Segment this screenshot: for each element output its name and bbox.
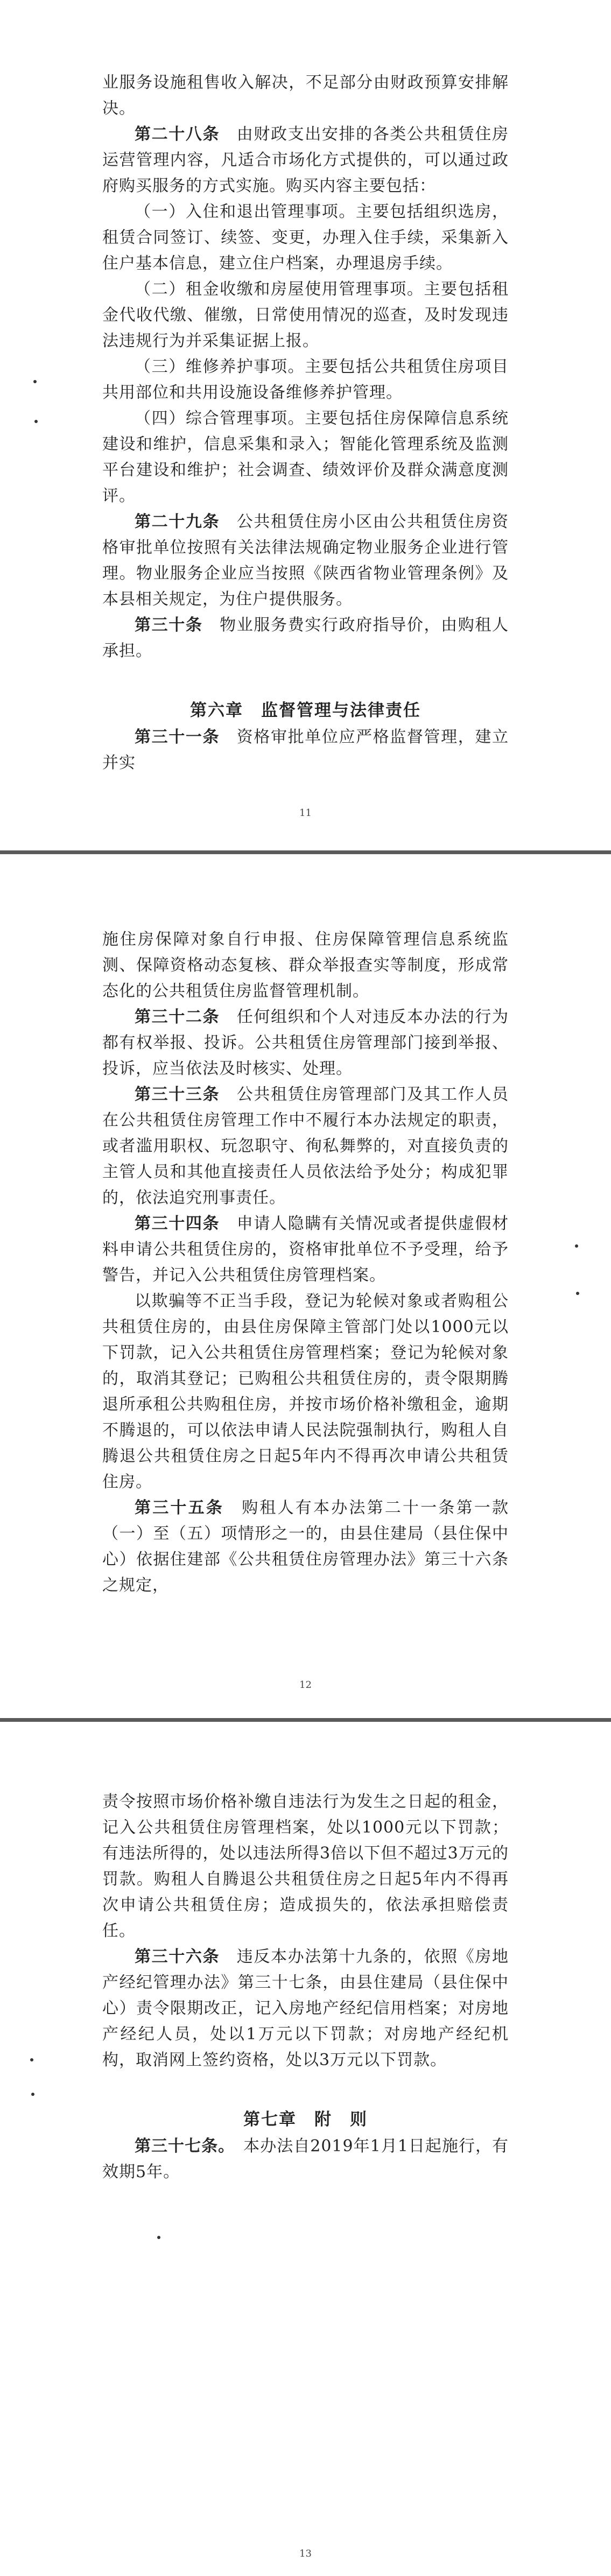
article-number: 第三十六条 bbox=[135, 1947, 220, 1966]
page-number: 12 bbox=[299, 1679, 312, 1691]
document-page-13 bbox=[0, 1735, 611, 2576]
document-page-11 bbox=[0, 0, 611, 850]
article-34: 第三十四条 申请人隐瞒有关情况或者提供虚假材料申请公共租赁住房的，资格审批单位不予受理，给予警告，并记入公共租赁住房管理档案。 bbox=[102, 1214, 509, 1285]
article-number: 第三十四条 bbox=[135, 1214, 220, 1233]
scan-speck bbox=[31, 2093, 34, 2096]
scan-speck bbox=[576, 1292, 579, 1295]
article-number: 第二十九条 bbox=[135, 512, 220, 531]
page-separator bbox=[0, 850, 611, 868]
article-number: 第三十二条 bbox=[135, 1008, 220, 1026]
scan-speck bbox=[157, 2236, 160, 2239]
article-number: 第三十条 bbox=[135, 616, 203, 635]
article-number: 第三十五条 bbox=[135, 1498, 224, 1517]
article-number: 第二十八条 bbox=[135, 125, 220, 144]
article-32: 第三十二条 任何组织和个人对违反本办法的行为都有权举报、投诉。公共租赁住房管理部门接到举报、投诉，应当依法及时核实、处理。 bbox=[102, 1008, 509, 1078]
page-body bbox=[102, 1789, 509, 2185]
article-31: 第三十一条 资格审批单位应严格监督管理，建立并实 bbox=[102, 728, 509, 772]
page-number: 11 bbox=[299, 807, 312, 819]
article-number: 第三十三条 bbox=[135, 1085, 220, 1104]
article-36: 第三十六条 违反本办法第十九条的，依照《房地产经纪管理办法》第三十七条，由县住建局（县住保中心）责令限期改正，记入房地产经纪信用档案；对房地产经纪人员，处以1万元以下罚款；对房地产经纪机构，取消网上签约资格，处以3万元以下罚款。 bbox=[102, 1947, 509, 2070]
article-number: 第三十七条。 bbox=[135, 2137, 227, 2156]
article-30: 第三十条 物业服务费实行政府指导价，由购租人承担。 bbox=[102, 616, 509, 660]
article-number: 第三十一条 bbox=[135, 728, 220, 747]
paragraph: 以欺骗等不正当手段，登记为轮候对象或者购租公共租赁住房的，由县住房保障主管部门处以1000元以下罚款，记入公共租赁住房管理档案；登记为轮候对象的，取消其登记；已购租公共租赁住房的，责令限期腾退所承租公共购租住房，并按市场价格补缴租金，逾期不腾退的，可以依法申请人民法院强制执行，购租人自腾退公共租赁住房之日起5年内不得再次申请公共租赁住房。 bbox=[102, 1292, 509, 1491]
page-body bbox=[102, 927, 509, 1599]
chapter-heading: 第七章 附 则 bbox=[243, 2110, 368, 2129]
paragraph: （二）租金收缴和房屋使用管理事项。主要包括租金代收代缴、催缴，日常使用情况的巡查，及时发现违法违规行为并采集证据上报。 bbox=[102, 280, 509, 350]
page-body bbox=[102, 70, 509, 776]
paragraph: 业服务设施租售收入解决，不足部分由财政预算安排解决。 bbox=[102, 73, 509, 118]
paragraph: （一）入住和退出管理事项。主要包括组织选房，租赁合同签订、续签、变更，办理入住手续，采集新入住户基本信息，建立住户档案，办理退房手续。 bbox=[102, 202, 509, 273]
paragraph: （三）维修养护事项。主要包括公共租赁住房项目共用部位和共用设施设备维修养护管理。 bbox=[102, 357, 509, 402]
scan-speck bbox=[575, 1244, 578, 1248]
page-number: 13 bbox=[299, 2548, 312, 2559]
document-page-12 bbox=[0, 868, 611, 1718]
article-37: 第三十七条。 本办法自2019年1月1日起施行，有效期5年。 bbox=[102, 2137, 509, 2181]
article-28: 第二十八条 由财政支出安排的各类公共租赁住房运营管理内容，凡适合市场化方式提供的，可以通过政府购买服务的方式实施。购买内容主要包括： bbox=[102, 125, 509, 195]
scan-speck bbox=[30, 2058, 33, 2061]
article-35: 第三十五条 购租人有本办法第二十一条第一款（一）至（五）项情形之一的，由县住建局（县住保中心）依据住建部《公共租赁住房管理办法》第三十六条之规定， bbox=[102, 1498, 509, 1595]
article-33: 第三十三条 公共租赁住房管理部门及其工作人员在公共租赁住房管理工作中不履行本办法规定的职责，或者滥用职权、玩忽职守、徇私舞弊的，对直接负责的主管人员和其他直接责任人员依法给予处分；构成犯罪的，依法追究刑事责任。 bbox=[102, 1085, 509, 1207]
chapter-heading: 第六章 监督管理与法律责任 bbox=[190, 701, 421, 720]
article-29: 第二十九条 公共租赁住房小区由公共租赁住房资格审批单位按照有关法律法规确定物业服务企业进行管理。物业服务企业应当按照《陕西省物业管理条例》及本县相关规定，为住户提供服务。 bbox=[102, 512, 509, 609]
scan-speck bbox=[34, 420, 38, 423]
page-separator bbox=[0, 1718, 611, 1735]
paragraph: 责令按照市场价格补缴自违法行为发生之日起的租金，记入公共租赁住房管理档案，处以1000元以下罚款；有违法所得的，处以违法所得3倍以下但不超过3万元的罚款。购租人自腾退公共租赁住房之日起5年内不得再次申请公共租赁住房；造成损失的，依法承担赔偿责任。 bbox=[102, 1792, 509, 1940]
scan-speck bbox=[33, 380, 37, 383]
paragraph: （四）综合管理事项。主要包括住房保障信息系统建设和维护，信息采集和录入；智能化管理系统及监测平台建设和维护；社会调查、绩效评价及群众满意度测评。 bbox=[102, 409, 509, 505]
paragraph: 施住房保障对象自行申报、住房保障管理信息系统监测、保障资格动态复核、群众举报查实等制度，形成常态化的公共租赁住房监督管理机制。 bbox=[102, 930, 509, 1001]
